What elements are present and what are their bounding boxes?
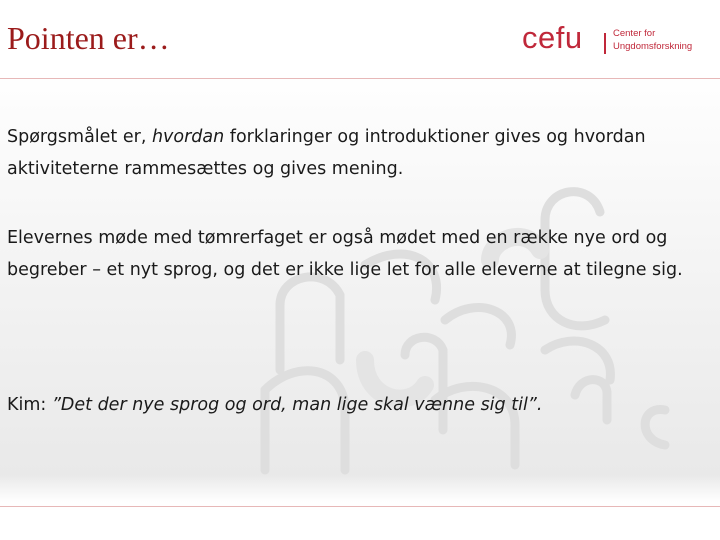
footer-divider [0, 506, 720, 507]
slide-title: Pointen er… [7, 20, 170, 56]
paragraph-quote [7, 389, 719, 421]
paragraph-question [7, 121, 719, 185]
logo-line-ungdomsforskning: Ungdomsforskning [613, 41, 693, 52]
quote-speaker: Kim: [7, 395, 52, 415]
logo-wordmark: cefu [522, 20, 583, 55]
quote-text: ”Det der nye sprog og ord, man lige skal vænne sig til”. [51, 395, 543, 415]
logo-divider [604, 33, 606, 54]
cefu-watermark-graphic [245, 170, 705, 490]
paragraph-question-start: Spørgsmålet er, [7, 127, 152, 147]
paragraph-language: Elevernes møde med tømrerfaget er også mødet med en række nye ord og begreber – et nyt sprog, og det er ikke lige let for alle eleverne at tilegne sig. [7, 228, 683, 280]
paragraph-question-emphasis: hvordan [151, 127, 225, 147]
logo-line-center: Center for [613, 28, 656, 39]
slide-header [0, 0, 720, 78]
cefu-logo [522, 20, 697, 60]
header-divider [0, 78, 720, 79]
paragraph-question-end: forklaringer og introduktioner gives og hvordan aktiviteterne rammesættes og gives mening. [7, 127, 646, 179]
